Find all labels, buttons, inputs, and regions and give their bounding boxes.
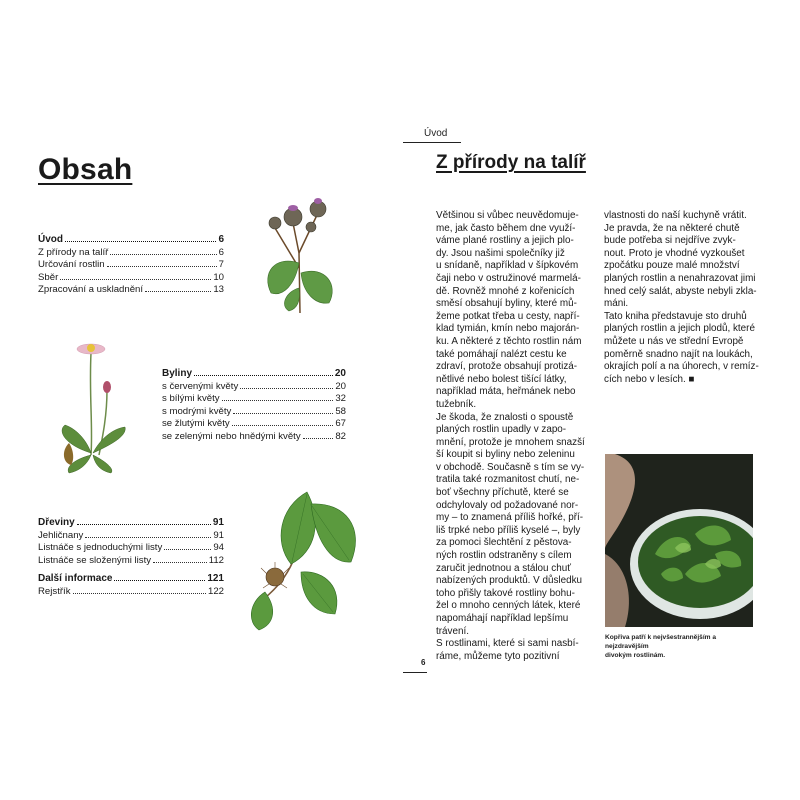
toc-page: 122	[207, 585, 224, 597]
body-text-line: nout. Proto je vhodné vyzkoušet	[604, 247, 745, 259]
body-text-line: zdraví, protože obsahují protizá-	[436, 361, 578, 373]
body-text-line: ných rostlin odstraněny s cílem	[436, 550, 572, 562]
body-text-line: ku. A některé z těchto rostlin nám	[436, 335, 582, 347]
body-text-line: můžete u nás ve střední Evropě	[604, 335, 744, 347]
toc-entry[interactable]	[162, 381, 346, 394]
toc-entry[interactable]	[38, 555, 224, 568]
body-text-line: za pomoci šlechtění z pěstova-	[436, 537, 572, 549]
footer-rule	[403, 672, 427, 673]
toc-label: Byliny	[162, 368, 193, 379]
toc-entry[interactable]	[38, 530, 224, 543]
toc-heading[interactable]	[38, 517, 224, 530]
toc-page: 82	[335, 430, 346, 442]
body-text-line: me, jak často během dne využí-	[436, 222, 576, 234]
body-text-line: máni.	[604, 298, 629, 310]
body-text-line: Většinou si vůbec neuvědomuje-	[436, 210, 579, 221]
body-text-line: odchylovaly od požadované nor-	[436, 499, 579, 511]
body-text-line: S rostlinami, které si sami nasbí-	[436, 638, 579, 650]
toc-heading[interactable]	[38, 573, 224, 586]
body-text-line: zpočátku pouze malé množství	[604, 260, 740, 272]
body-text-line: poměrně snadno najít na loukách,	[604, 348, 753, 360]
toc-page: 112	[208, 554, 224, 566]
toc-page: 91	[212, 517, 224, 528]
beech-branch-illustration	[245, 482, 370, 632]
nettle-bowl-photo	[605, 454, 753, 627]
toc-page: 7	[218, 259, 224, 270]
toc-label: s bílými květy	[162, 393, 220, 404]
body-text-line: dě. Rovněž mnohé z kořenicích	[436, 285, 575, 297]
page-number: 6	[421, 658, 426, 667]
toc-label: Listnáče se složenými listy	[38, 554, 152, 566]
toc-page: 6	[218, 246, 224, 258]
toc-section-byliny	[162, 368, 346, 443]
toc-entry[interactable]	[38, 284, 224, 297]
body-text-line: v obchodě. Současně s tím se vy-	[436, 461, 585, 473]
toc-label: s modrými květy	[162, 405, 232, 417]
body-text-line: Je škoda, že znalosti o spoustě	[436, 411, 574, 423]
toc-entry[interactable]	[162, 431, 346, 444]
toc-label: Zpracování a uskladnění	[38, 284, 144, 295]
toc-label: Listnáče s jednoduchými listy	[38, 542, 163, 553]
toc-page: 20	[334, 368, 346, 379]
toc-section-uvod	[38, 234, 224, 297]
body-text-line: planých rostlin upadly v zapo-	[436, 424, 567, 436]
photo-caption	[605, 633, 760, 660]
toc-page: 67	[335, 418, 346, 429]
body-text-line: tužebník.	[436, 398, 477, 410]
body-text-line: boť všechny příchutě, které se	[436, 487, 569, 499]
body-text-line: planých rostlin a jejich plodů, které	[604, 323, 755, 335]
body-text-line: cích nebo v lesích. ■	[604, 373, 695, 385]
toc-entry[interactable]	[38, 259, 224, 272]
toc-page: 20	[335, 380, 346, 392]
body-text-line: čaji nebo v ostružinové marmelá-	[436, 272, 581, 284]
toc-label: Úvod	[38, 234, 63, 245]
body-text-line: trávení.	[436, 625, 469, 637]
toc-entry[interactable]	[38, 247, 224, 260]
toc-label: Sběr	[38, 271, 59, 283]
toc-page: 13	[213, 284, 224, 295]
text-column-2	[604, 210, 762, 386]
toc-page: 58	[335, 405, 346, 417]
text-column-1	[436, 210, 596, 663]
toc-entry[interactable]	[38, 272, 224, 285]
toc-entry[interactable]	[38, 586, 224, 599]
toc-label: Jehličnany	[38, 529, 84, 541]
toc-page: 10	[213, 271, 224, 283]
body-text-line: žeme potkat třeba u cesty, napří-	[436, 310, 580, 322]
chapter-title: Z přírody na talíř	[436, 152, 586, 173]
caption-line: divokým rostlinám.	[605, 652, 666, 659]
body-text-line: žel o mnoho cenných látek, které	[436, 600, 581, 612]
body-text-line: tratila také rozmanitost chutí, ne-	[436, 474, 580, 486]
toc-entry[interactable]	[162, 406, 346, 419]
toc-label: s červenými květy	[162, 380, 239, 392]
body-text-line: dy. Jsou našimi společníky již	[436, 247, 565, 259]
body-text-line: toho přišly takové rostliny bohu-	[436, 587, 575, 599]
body-text-line: Je pravda, že na některé chutě	[604, 222, 740, 234]
toc-page: 91	[213, 529, 224, 541]
body-text-line: planých rostlin a nenahrazovat jimi	[604, 272, 756, 284]
toc-page: 121	[207, 573, 224, 584]
section-label: Úvod	[424, 128, 448, 139]
body-text-line: například máta, heřmánek nebo	[436, 386, 576, 398]
body-text-line: vlastnosti do naší kuchyně vrátit.	[604, 210, 747, 221]
body-text-line: nabízených produktů. V důsledku	[436, 575, 583, 587]
toc-label: Rejstřík	[38, 585, 71, 597]
body-text-line: mnění, protože je mnohem snazší	[436, 436, 585, 448]
body-text-line: směsí obsahují byliny, které mů-	[436, 298, 577, 310]
body-text-line: Tato kniha představuje sto druhů	[604, 310, 747, 322]
toc-label: Dřeviny	[38, 517, 75, 528]
body-text-line: my – to znamená příliš hořké, pří-	[436, 512, 584, 524]
body-text-line: okrajích polí a na úhorech, v remíz-	[604, 361, 759, 373]
toc-entry[interactable]	[162, 418, 346, 431]
toc-heading[interactable]	[38, 234, 224, 247]
body-text-line: ší koupit si byliny nebo zeleninu	[436, 449, 575, 461]
header-rule	[403, 142, 461, 143]
toc-label: Další informace	[38, 573, 113, 584]
toc-label: Z přírody na talíř	[38, 246, 109, 258]
body-text-line: napomáhají například lepšímu	[436, 613, 569, 624]
toc-label: se zelenými nebo hnědými květy	[162, 430, 301, 442]
toc-section-dreviny	[38, 517, 224, 598]
toc-label: se žlutými květy	[162, 418, 230, 429]
body-text-line: klad tymián, kmín nebo majorán-	[436, 323, 580, 335]
daisy-illustration	[55, 335, 135, 475]
toc-page: 6	[218, 234, 224, 245]
body-text-line: u snídaně, například v šípkovém	[436, 260, 579, 272]
body-text-line: bude potřeba si nejdříve zvyk-	[604, 235, 736, 247]
toc-label: Určování rostlin	[38, 259, 105, 270]
body-text-line: nětlivé nebo bolest tišící látky,	[436, 373, 567, 385]
body-text-line: ráme, můžeme tyto pozitivní	[436, 650, 560, 662]
toc-title: Obsah	[38, 153, 133, 186]
caption-line: Kopřiva patří k nejvšestrannějším a nejzdravějším	[605, 634, 717, 650]
body-text-line: liš trpké nebo příliš kyselé –, byly	[436, 524, 581, 536]
body-text-line: zaručit jednotnou a stálou chuť	[436, 562, 571, 574]
toc-page: 94	[213, 542, 224, 553]
body-text-line: také pomáhají nalézt cestu ke	[436, 348, 567, 360]
toc-heading[interactable]	[162, 368, 346, 381]
burdock-illustration	[255, 193, 345, 313]
body-text-line: váme plané rostliny a jejich plo-	[436, 235, 574, 247]
body-text-line: hned celý salát, abyste nebyli zkla-	[604, 285, 757, 297]
toc-entry[interactable]	[162, 393, 346, 406]
toc-page: 32	[335, 393, 346, 404]
toc-entry[interactable]	[38, 542, 224, 555]
